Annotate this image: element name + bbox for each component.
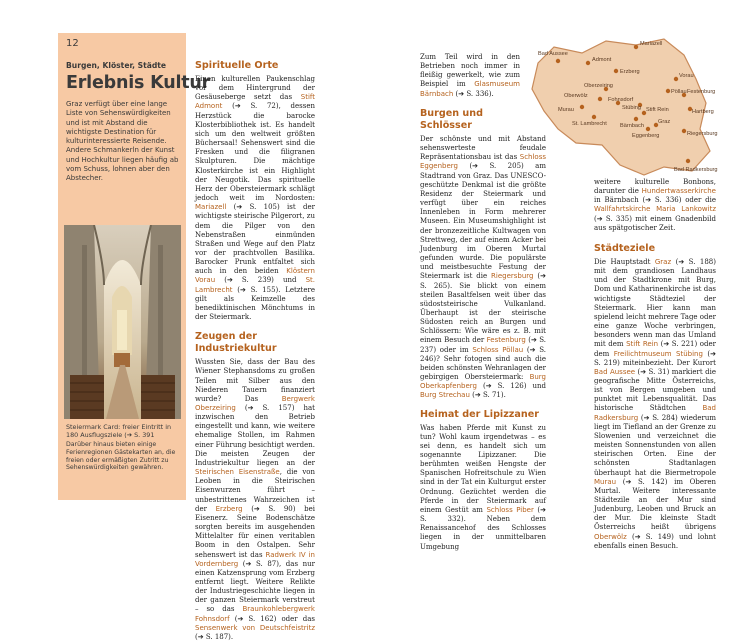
link-stift-rein[interactable]: Stift Rein (626, 340, 659, 349)
text-burgen: Der schönste und mit Abstand sehenswerteste feudale Repräsentationsbau ist das Schloss Eggenberg (➔ S. 205) am Stadtrand von Graz. Das UNESCO-geschützte Denkmal ist die größte Residenz der Steiermark und verfügt über ein reiches Innenleben in Form mehrerer Museen. Ein Museumshighlight ist der bronzezeitliche Kultwagen von Strettweg, der auf einem Acker bei Judenburg im Oberen Murtal gefunden wurde. Die populärste und meistbesuchte Festung der Steiermark ist die Riegersburg (➔ S. 265). Sie blickt von einem steilen Basaltfelsen weit über das südoststeirische Vulkanland. Überhaupt ist der steirische Südosten reich an Burgen und Schlössern: Wie wäre es z. B. mit einem Besuch der Festenburg (➔ S. 237) oder im Schloss Pöllau (➔ S. 246)? Sehr fotogen sind auch die beiden schönsten Wehranlagen der gebirgigen Obersteiermark: Burg Oberkapfenberg (➔ S. 126) und Burg Strechau (➔ S. 71). (420, 135, 546, 400)
text-lipizzaner: Was haben Pferde mit Kunst zu tun? Wohl kaum irgendetwas – es sei denn, es handelt sich um sogenannte Lipizzaner. Die berühmten weißen Hengste der Spanischen Hofreitschule zu Wien sind in der Tat ein Kulturgut erster Ordnung. Gezüchtet werden die Pferde in der Steiermark auf einem Gestüt am Schloss Piber (➔ S. 332). Neben dem Renaissancehof des Schlosses liegen in der unmittelbaren Umgebung (420, 423, 546, 551)
link-erzberg[interactable]: Erzberg (215, 504, 243, 513)
text-staedte: Die Hauptstadt Graz (➔ S. 188) mit dem grandiosen Landhaus und der Stadtkrone mit Burg, Dom und Katharinenkirche ist das wichtigste Städteziel der Steiermark. Hier kann man spielend leicht mehrere Tage oder eine ganze Woche verbringen, besonders wenn man das Umland mit dem Stift Rein (➔ S. 221) oder dem Freilichtmuseum Stübing (➔ S. 219) miteinbezieht. Der Kurort Bad Aussee (➔ S. 31) markiert die geografische Mitte Österreichs, ist von Bergen umgeben und punktet mit Lebensqualität. Das historische Städtchen Bad Radkersburg (➔ S. 284) wiederum liegt im Tiefland an der Grenze zu Slowenien und verzeichnet die meisten Sonnenstunden von allen steirischen Orten. Eine der schönsten Stadtanlagen überhaupt hat die Biermetropole Murau (➔ S. 142) im Oberen Murtal. Weitere interessante Städtezile an der Mur sind Judenburg, Leoben und Bruck an der Mur. Die kleinste Stadt Österreichs heißt übrigens Oberwölz (➔ S. 149) und lohnt ebenfalls einen Besuch. (594, 257, 716, 550)
page-number: 12 (66, 38, 79, 49)
map-label-3: Erzberg (620, 69, 640, 75)
link-schloss-piber[interactable]: Schloss Piber (486, 505, 534, 514)
link-riegersburg[interactable]: Riegersburg (491, 272, 534, 281)
map-label-17: Stift Rein (646, 107, 669, 113)
map-label-0: Mariazell (640, 41, 663, 47)
map-label-8: Festenburg (687, 89, 716, 95)
region-map (524, 33, 719, 180)
link-fohnsdorf[interactable]: Braunkohlebergwerk Fohnsdorf (195, 605, 315, 623)
map-label-2: Admont (592, 57, 612, 63)
link-stuebing[interactable]: Freilichtmuseum Stübing (613, 349, 703, 358)
text-industrie: Wussten Sie, dass der Bau des Wiener Stephansdoms zu großen Teilen mit Silber aus den Niederen Tauern finanziert wurde? Das Bergwerk Oberzeiring (➔ S. 157) hat inzwischen den Betrieb eingestellt und kann, wie weitere ehemalige Stollen, im Rahmen einer Führung besichtigt werden. Die meisten Zeugen der Industriekultur liegen an der Steirischen Eisenstraße, die von Leoben in die Steirischen Eisenwurzen führt – unbestrittenes Wahrzeichen ist der Erzberg (➔ S. 90) bei Eisenerz. Seine Bodenschätze sorgten bereits im ausgehenden Mittelalter für einen veritablen Boom in den Ostalpen. Sehr sehenswert ist das Radwerk IV in Vordernberg (➔ S. 87), das nur einen Katzensprung vom Erzberg entfernt liegt. Weitere Relikte der Industriegeschichte liegen in der ganzen Steiermark verstreut – so das Braunkohlebergwerk Fohnsdorf (➔ S. 162) oder das Sensenwerk von Deutschfeistritz (➔ S. 187). (195, 358, 316, 641)
link-bad-radkersburg[interactable]: Bad Radkersburg (594, 404, 716, 422)
map-label-18: Stübing (622, 105, 641, 111)
link-poellau[interactable]: Schloss Pöllau (472, 345, 524, 354)
link-eggenberg[interactable]: Schloss Eggenberg (420, 153, 546, 171)
map-label-19: Fohnsdorf (608, 97, 634, 103)
steiermark-map (524, 33, 719, 180)
map-label-1: Bad Aussee (538, 51, 568, 57)
link-sensenwerk[interactable]: Sensenwerk von Deutschfeistritz (195, 623, 315, 632)
map-label-13: Riegersburg (687, 131, 718, 137)
cathedral-photo (64, 225, 181, 419)
link-hundertwasserkirche[interactable]: Hundertwasserkirche (641, 187, 716, 196)
link-festenburg[interactable]: Festenburg (486, 336, 526, 345)
link-radwerk[interactable]: Radwerk IV in Vordernberg (195, 550, 315, 568)
intro-text: Graz verfügt über eine lange Liste von Sehenswürdigkeiten und ist mit Abstand die wichtigste Destination für kulturinteressierte Reisende. Andere Schmankerln der Kunst und Hochkultur liegen häufig ab vom Schuss, lohnen aber den Abstecher. (66, 100, 179, 183)
map-label-16: Oberwölz (564, 93, 588, 99)
link-strechau[interactable]: Burg Strechau (420, 391, 470, 400)
text-col3-top: weitere kulturelle Bonbons, darunter die Hundertwasserkirche in Bärnbach (➔ S. 336) oder die Wallfahrtskirche Maria Lankowitz (➔ S. 335) mit einem Gnadenbild aus spätgotischer Zeit. (594, 178, 716, 232)
map-label-10: Hartberg (692, 109, 714, 115)
map-label-12: Bärnbach (620, 123, 644, 129)
map-label-4: Vorau (679, 73, 694, 79)
map-label-7: Murau (558, 107, 574, 113)
heading-spirituelle: Spirituelle Orte (195, 60, 279, 71)
link-bad-aussee[interactable]: Bad Aussee (594, 367, 636, 376)
link-graz[interactable]: Graz (654, 257, 672, 266)
link-oberwoelz[interactable]: Oberwölz (594, 532, 627, 541)
column-2 (420, 53, 520, 99)
map-label-14: Eggenberg (632, 133, 660, 139)
link-mariazell[interactable]: Mariazell (195, 203, 227, 212)
link-kloester-vorau[interactable]: Klöstern Vorau (195, 267, 315, 285)
link-maria-lankowitz[interactable]: Wallfahrtskirche Maria Lankowitz (594, 205, 716, 214)
heading-burgen: Burgen und Schlösser (420, 108, 483, 131)
heading-staedte: Städteziele (594, 242, 656, 254)
link-glasmuseum[interactable]: Glasmuseum Bärnbach (420, 80, 520, 98)
link-bergwerk-oberzeiring[interactable]: Bergwerk Oberzeiring (195, 394, 315, 412)
church-interior-image (64, 225, 181, 419)
map-label-15: Bad Radkersburg (674, 167, 718, 173)
column-1 (195, 60, 315, 642)
heading-lipizzaner: Heimat der Lipizzaner (420, 408, 539, 420)
link-stift-admont[interactable]: Stift Admont (195, 93, 315, 111)
map-label-11: Graz (658, 119, 671, 125)
text-spirituelle: Einen kulturellen Paukenschlag vor dem Hintergrund der Gesäuseberge setzt das Stift Admont (➔ S. 72), dessen Herzstück die barocke Klosterbibliothek ist. Es handelt sich um den weltweit größten Büchersaal! Sehenswert sind die Fresken und die filigranen Skulpturen. Die mächtige Klosterkirche ist ein Highlight der Neugotik. Das spirituelle Herz der Obersteiermark schlägt jedoch weit im Nordosten: Mariazell (➔ S. 105) ist der wichtigste steirische Pilgerort, zu dem die Pilger von den Nebenstraßen einmünden Straßen und Wege auf den Platz vor der prachtvollen Basilika. Barocker Prunk entfaltet sich auch in den beiden Klöstern Vorau (➔ S. 239) und St. Lambrecht (➔ S. 155). Letztere gilt als Keimzelle des benediktinischen Mönchtums in der Steiermark. (195, 75, 315, 322)
caption-title: Steiermark Card: freier Eintritt in 180 Ausflugsziele (➔ S. 391 (66, 423, 172, 439)
heading-industrie: Zeugen der Industriekultur (195, 331, 277, 355)
page-title: Erlebnis Kultur (66, 73, 211, 93)
map-label-5: Oberzeiring (584, 83, 613, 89)
link-murau[interactable]: Murau (594, 477, 617, 486)
link-eisenstrasse[interactable]: Steirischen Eisenstraße (195, 468, 280, 477)
link-st-lambrecht[interactable]: St. Lambrecht (195, 276, 315, 294)
map-label-9: St. Lambrecht (572, 121, 607, 127)
map-label-6: Pöllau (671, 89, 687, 95)
link-oberkapfenberg[interactable]: Burg Oberkapfenberg (420, 373, 546, 391)
column-3 (594, 178, 716, 551)
chapter-label: Burgen, Klöster, Städte (66, 61, 167, 70)
text-col2-top: Zum Teil wird in den Betrieben noch immer in fleißig gewerkelt, wie zum Beispiel im Glasmuseum Bärnbach (➔ S. 336). (420, 53, 520, 98)
caption-text: Darüber hinaus bieten einige Ferienregionen Gästekarten an, die freien oder ermäßigten Zutritt zu Sehenswürdigkeiten gewähren. (66, 441, 176, 472)
